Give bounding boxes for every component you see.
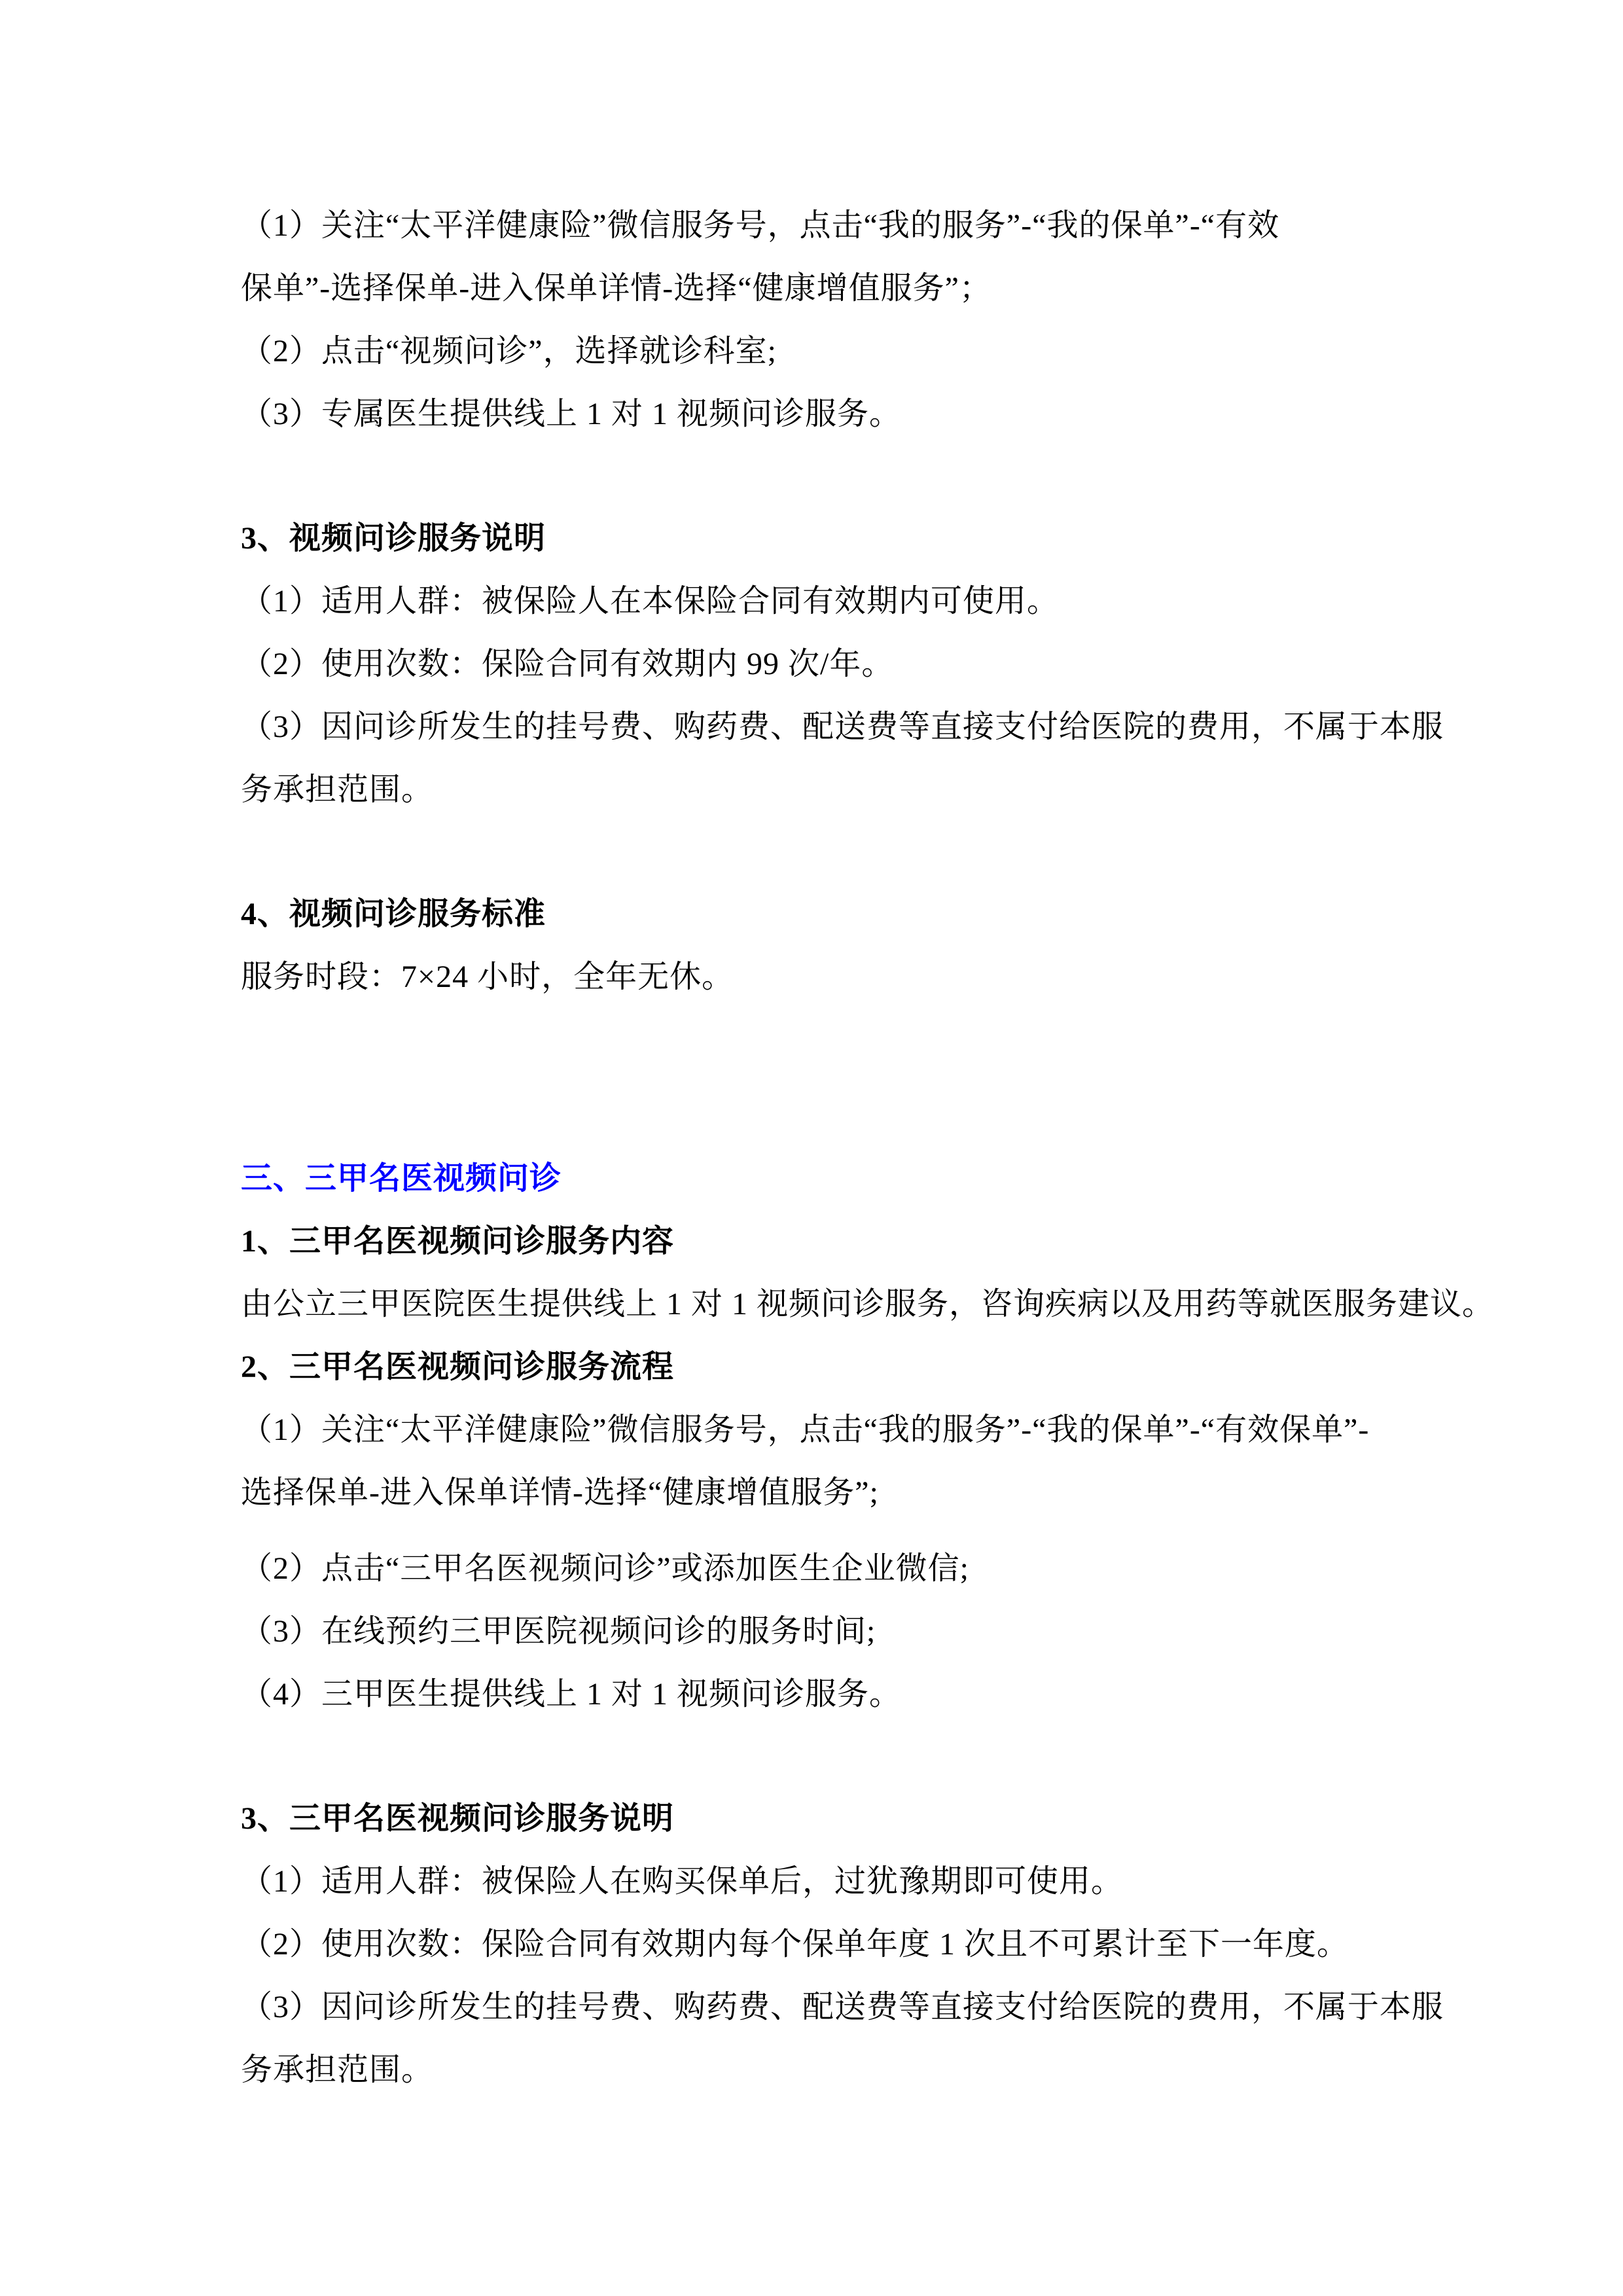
- top3-notes-item-1: （1）适用人群：被保险人在购买保单后，过犹豫期即可使用。: [241, 1864, 1124, 1899]
- video-notes-heading: 3、视频问诊服务说明: [241, 521, 546, 556]
- top3-notes-item-3-line-1: （3）因问诊所发生的挂号费、购药费、配送费等直接支付给医院的费用，不属于本服: [241, 1990, 1444, 2024]
- top3-flow-step-1-line-1: （1）关注“太平洋健康险”微信服务号，点击“我的服务”-“我的保单”-“有效保单”-: [241, 1412, 1370, 1447]
- video-flow-step-1-line-1: （1）关注“太平洋健康险”微信服务号，点击“我的服务”-“我的保单”-“有效: [241, 208, 1280, 243]
- document-content: [241, 194, 1495, 2102]
- video-flow-step-1-line-2: 保单”-选择保单-进入保单详情-选择“健康增值服务”；: [241, 271, 991, 306]
- top3-notes-item-3-line-2: 务承担范围。: [241, 2053, 434, 2087]
- video-flow-step-2: （2）点击“视频问诊”，选择就诊科室;: [241, 334, 777, 368]
- video-notes-item-1: （1）适用人群：被保险人在本保险合同有效期内可使用。: [241, 584, 1060, 619]
- video-notes-item-2: （2）使用次数：保险合同有效期内 99 次/年。: [241, 647, 894, 681]
- top3-flow-step-2: （2）点击“三甲名医视频问诊”或添加医生企业微信;: [241, 1551, 969, 1586]
- top3-flow-step-1-line-2: 选择保单-进入保单详情-选择“健康增值服务”;: [241, 1475, 879, 1510]
- video-notes-item-3-line-1: （3）因问诊所发生的挂号费、购药费、配送费等直接支付给医院的费用，不属于本服: [241, 709, 1444, 744]
- top3-flow-step-3: （3）在线预约三甲医院视频问诊的服务时间;: [241, 1614, 876, 1649]
- video-standard-text: 服务时段：7×24 小时，全年无休。: [241, 960, 734, 994]
- top3-notes-item-2: （2）使用次数：保险合同有效期内每个保单年度 1 次且不可累计至下一年度。: [241, 1927, 1349, 1962]
- video-flow-step-3: （3）专属医生提供线上 1 对 1 视频问诊服务。: [241, 397, 902, 431]
- top3-flow-heading: 2、三甲名医视频问诊服务流程: [241, 1350, 675, 1384]
- top3-notes-heading: 3、三甲名医视频问诊服务说明: [241, 1801, 675, 1836]
- top3-flow-step-4: （4）三甲医生提供线上 1 对 1 视频问诊服务。: [241, 1677, 902, 1712]
- video-notes-item-3-line-2: 务承担范围。: [241, 772, 434, 807]
- video-standard-heading: 4、视频问诊服务标准: [241, 897, 546, 931]
- top3-content-text: 由公立三甲医院医生提供线上 1 对 1 视频问诊服务，咨询疾病以及用药等就医服务建议。: [241, 1287, 1495, 1321]
- section-3-heading: 三、三甲名医视频问诊: [241, 1161, 562, 1196]
- top3-content-heading: 1、三甲名医视频问诊服务内容: [241, 1224, 675, 1259]
